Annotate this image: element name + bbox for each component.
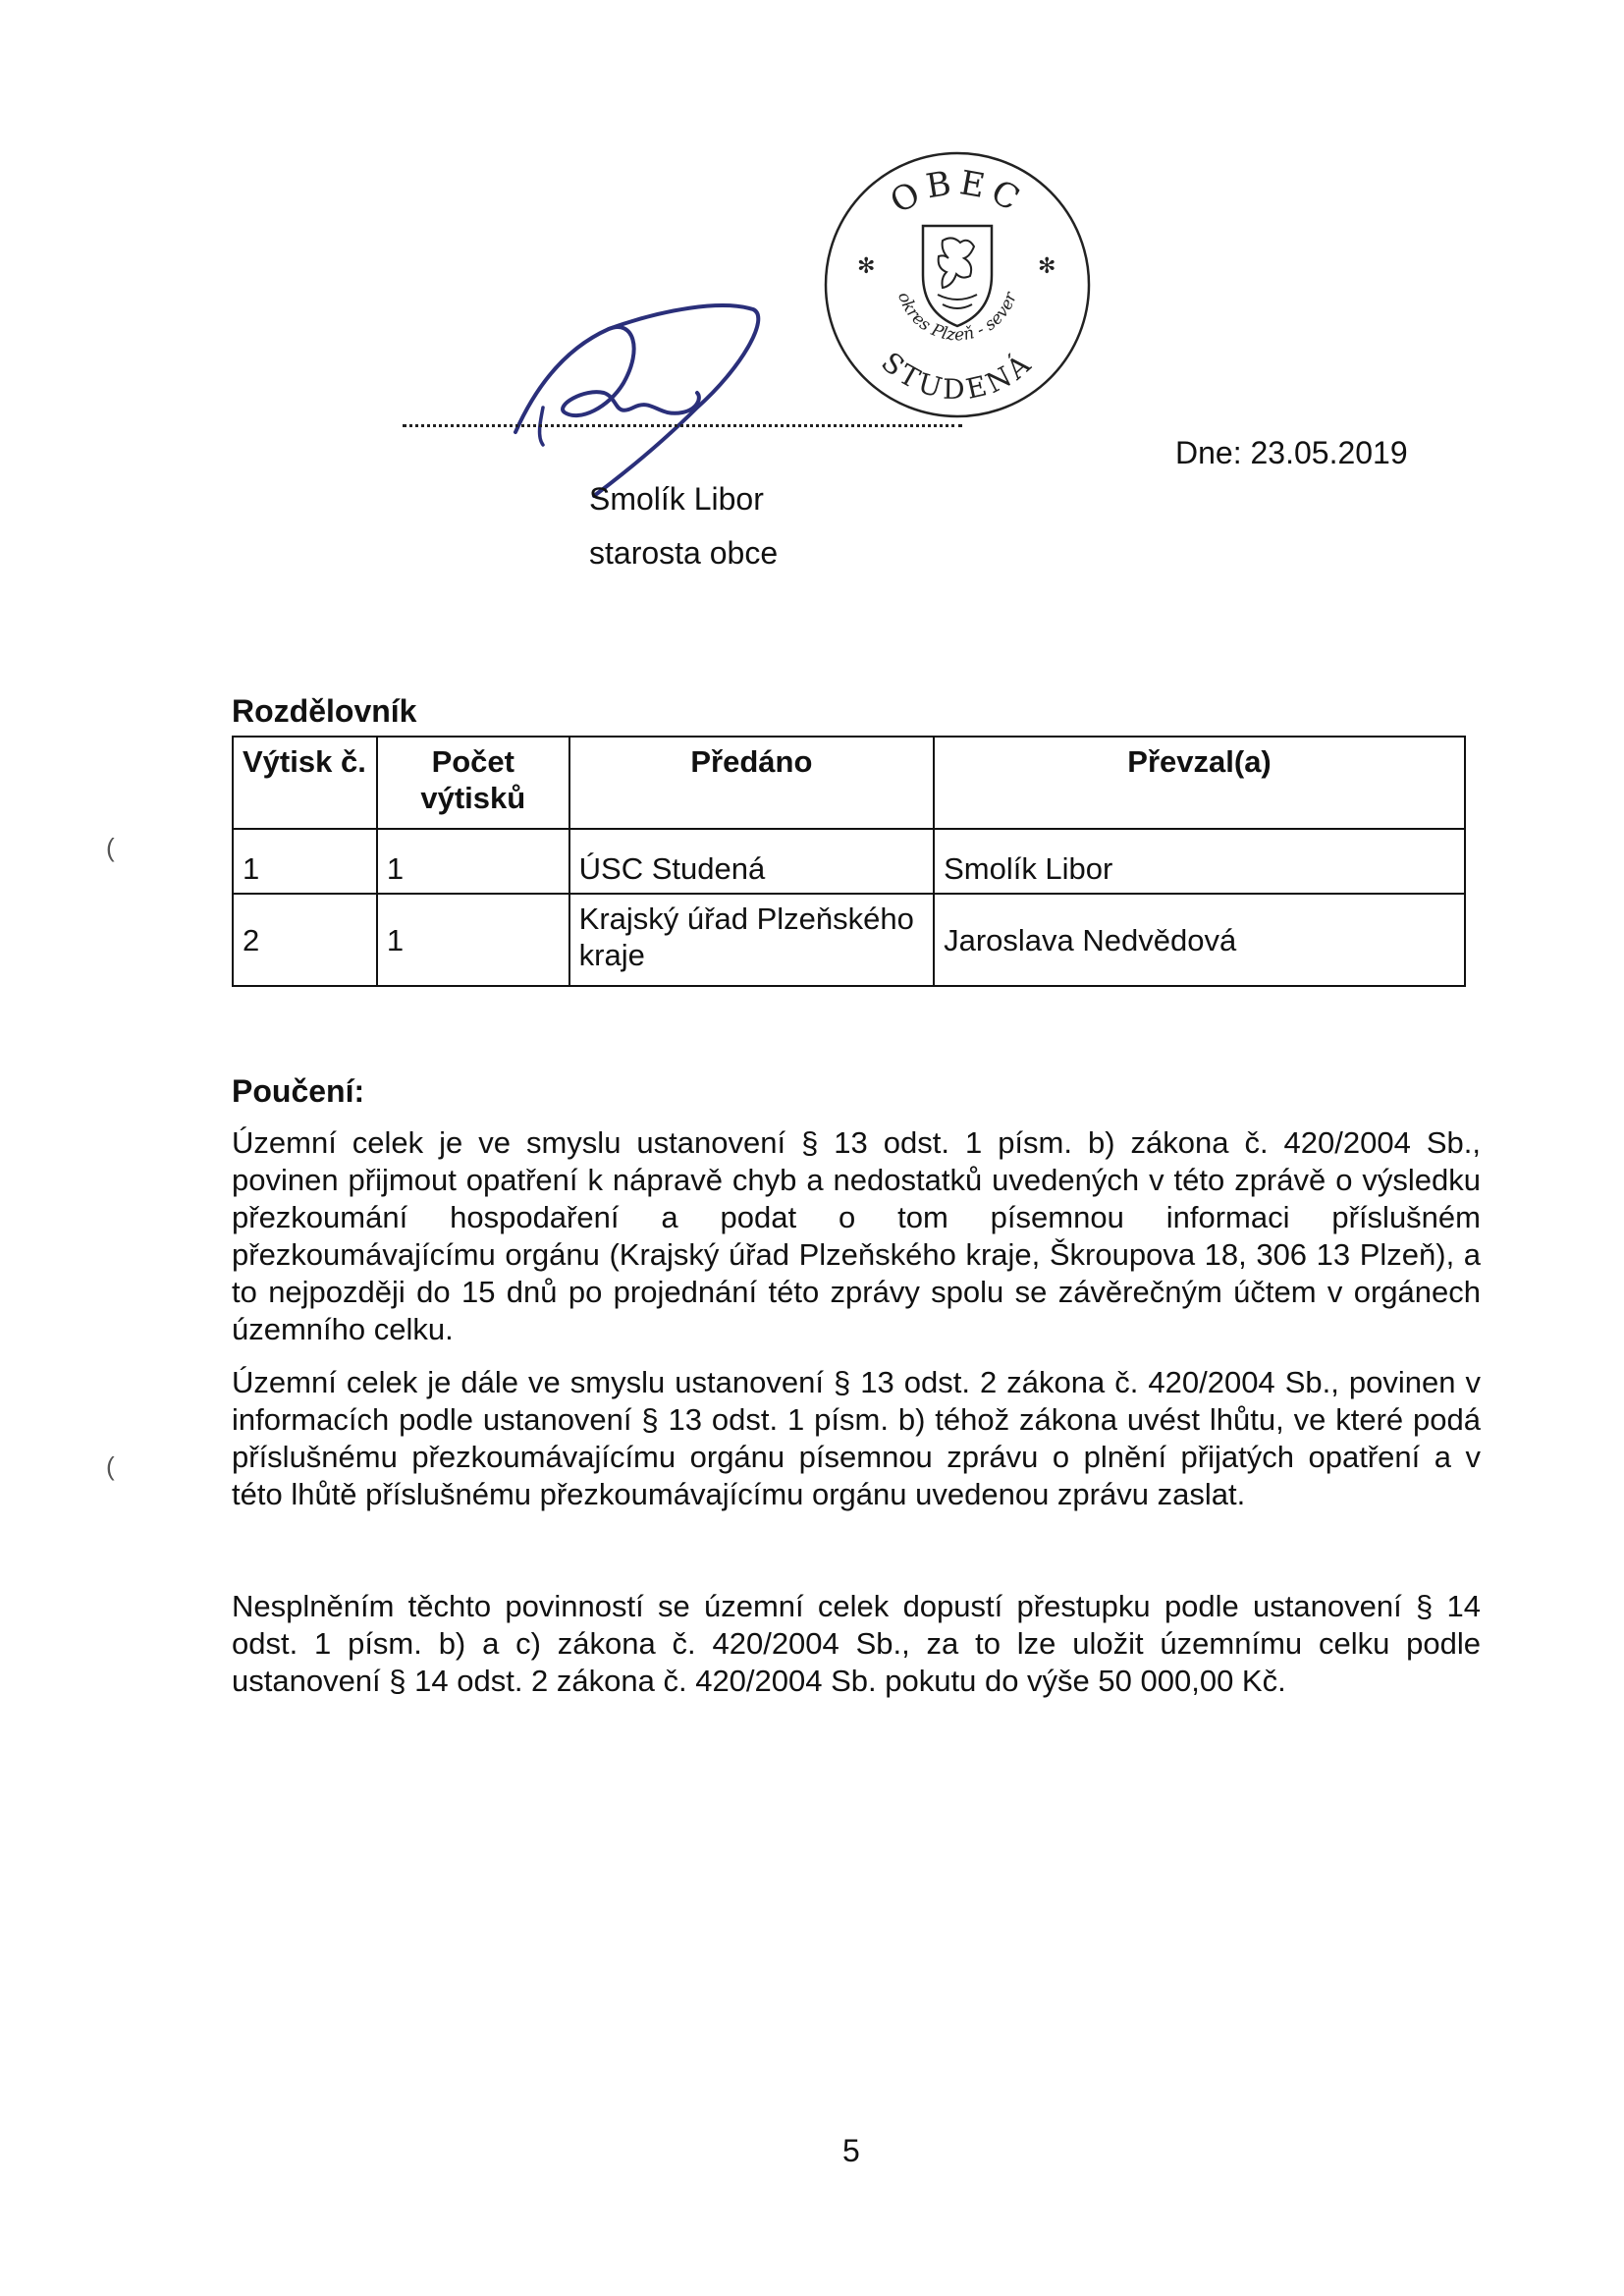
signature-line	[403, 424, 962, 427]
instruction-title: Poučení:	[232, 1073, 365, 1109]
signatory-name: Smolík Libor	[589, 481, 764, 517]
cell-received-by: Smolík Libor	[934, 829, 1465, 894]
coat-of-arms-icon	[923, 226, 992, 326]
star-left-icon: ✻	[857, 253, 876, 278]
header-received-by: Převzal(a)	[934, 737, 1465, 829]
document-date: Dne: 23.05.2019	[1175, 435, 1408, 470]
header-handed-to: Předáno	[569, 737, 934, 829]
header-count: Počet výtisků	[377, 737, 569, 829]
star-right-icon: ✻	[1038, 253, 1056, 278]
header-copy-no: Výtisk č.	[233, 737, 377, 829]
distribution-title: Rozdělovník	[232, 693, 417, 729]
instruction-paragraph: Územní celek je dále ve smyslu ustanovení § 13 odst. 2 zákona č. 420/2004 Sb., povinen v informacích podle ustanovení § 13 odst. 1 písm. b) téhož zákona uvést lhůtu, ve které podá příslušnému přezkoumávajícímu orgánu písemnou zprávu o plnění přijatých opatření a v této lhůtě příslušnému přezkoumávajícímu orgánu uvedenou zprávu zaslat.	[232, 1365, 1481, 1511]
margin-mark: (	[106, 833, 115, 862]
cell-handed-to: ÚSC Studená	[569, 829, 934, 894]
cell-copy-no: 2	[233, 894, 377, 986]
cell-handed-to: Krajský úřad Plzeňského kraje	[569, 894, 934, 986]
svg-text:okres Plzeň - sever: okres Plzeň - sever	[893, 290, 1021, 346]
table-row	[233, 894, 1465, 986]
distribution-table	[232, 736, 1466, 987]
table-row	[233, 829, 1465, 894]
handwritten-signature	[496, 300, 781, 506]
cell-received-by: Jaroslava Nedvědová	[934, 894, 1465, 986]
cell-count: 1	[377, 894, 569, 986]
signatory-role: starosta obce	[589, 535, 779, 571]
svg-text:STUDENÁ: STUDENÁ	[875, 346, 1040, 407]
municipal-stamp	[820, 147, 1095, 422]
instruction-paragraph: Územní celek je ve smyslu ustanovení § 13 odst. 1 písm. b) zákona č. 420/2004 Sb., povinen přijmout opatření k nápravě chyb a nedostatků uvedených v této zprávě o výsledku přezkoumání hospodaření a podat o tom písemnou informaci příslušném přezkoumávajícímu orgánu (Krajský úřad Plzeňského kraje, Škroupova 18, 306 13 Plzeň), a to nejpozději do 15 dnů po projednání této zprávy spolu se závěrečným účtem v orgánech územního celku.	[232, 1125, 1481, 1346]
page-number: 5	[842, 2133, 860, 2168]
table-header-row	[233, 737, 1465, 829]
svg-text:OBEC: OBEC	[884, 163, 1032, 222]
instruction-paragraph: Nesplněním těchto povinností se územní celek dopustí přestupku podle ustanovení § 14 odst. 1 písm. b) a c) zákona č. 420/2004 Sb., za to lze uložit územnímu celku podle ustanovení § 14 odst. 2 zákona č. 420/2004 Sb. pokutu do výše 50 000,00 Kč.	[232, 1589, 1481, 1698]
cell-count: 1	[377, 829, 569, 894]
margin-mark: (	[106, 1451, 115, 1481]
cell-copy-no: 1	[233, 829, 377, 894]
